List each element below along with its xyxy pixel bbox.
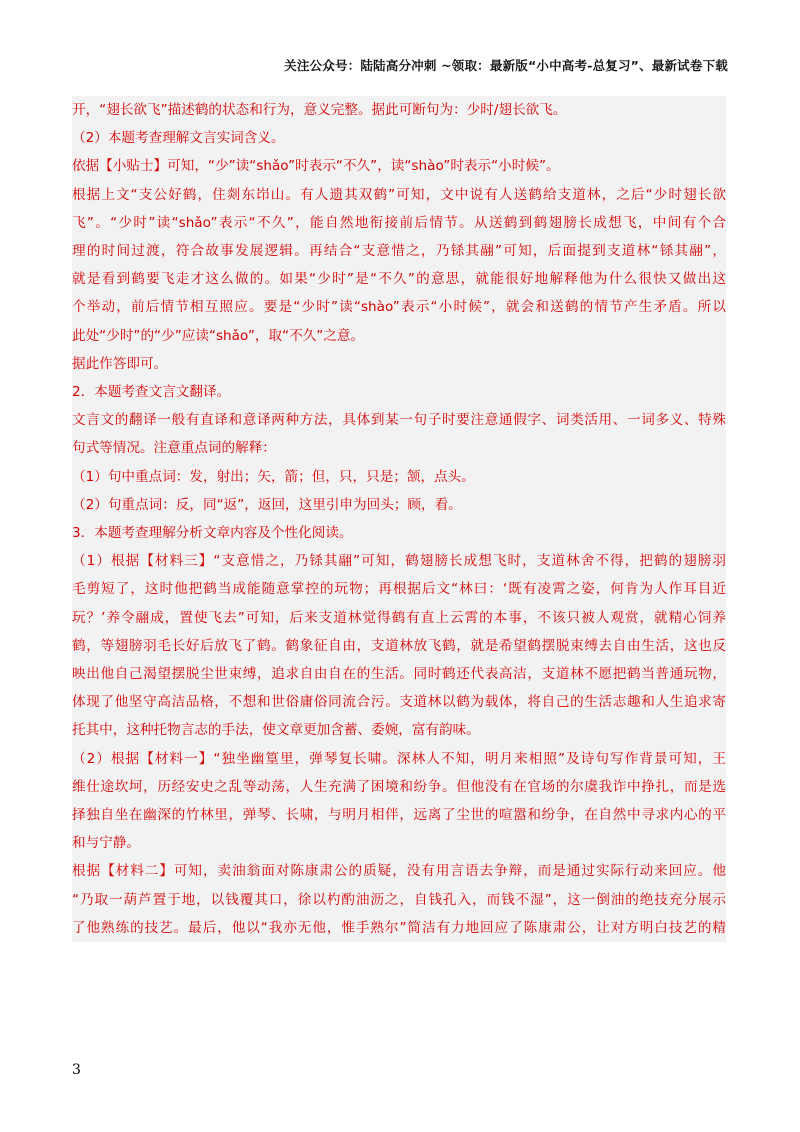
text-line: （2）本题考查理解文言实词含义。 (72, 130, 285, 147)
text-line: 了他熟练的技艺。最后，他以“我亦无他，惟手熟尔”简洁有力地回应了陈康肃公，让对方明白技艺的精 (72, 919, 726, 936)
text-line: 就是看到鹤要飞走才这么做的。如果“少时”是“不久”的意思，就能很好地解释他为什么很快又做出这 (72, 271, 726, 288)
text-line: 和与宁静。 (72, 835, 140, 852)
text-line: 2．本题考查文言文翻译。 (72, 384, 231, 401)
page-header: 关注公众号：陆陆高分冲刺 ~领取：最新版“小中高考-总复习”、最新试卷下载 (284, 58, 728, 73)
text-line: 择独自坐在幽深的竹林里，弹琴、长啸，与明月相伴，远离了尘世的喧嚣和纷争，在自然中寻求内心的平 (72, 807, 726, 824)
text-line: 维仕途坎坷，历经安史之乱等动荡，人生充满了困境和纷争。但他没有在官场的尔虞我诈中挣扎，而是选 (72, 778, 726, 795)
text-line: （1）句中重点词：发，射出；矢，箭；但，只，只是；颔，点头。 (72, 468, 475, 485)
text-line: 3．本题考查理解分析文章内容及个性化阅读。 (72, 525, 353, 542)
text-line: 托其中，这种托物言志的手法，使文章更加含蓄、委婉，富有韵味。 (72, 722, 480, 739)
document-body (72, 96, 726, 942)
text-line: 句式等情况。注意重点词的解释： (72, 440, 276, 457)
text-line: （1）根据【材料三】“支意惜之，乃铩其翮”可知，鹤翅膀长成想飞时，支道林舍不得，把鹤的翅膀羽 (72, 553, 726, 570)
text-line: 文言文的翻译一般有直译和意译两种方法，具体到某一句子时要注意通假字、词类活用、一词多义、特殊 (72, 412, 726, 429)
text-line: 据此作答即可。 (72, 355, 168, 372)
text-line: 鹤，等翅膀羽毛长好后放飞了鹤。鹤象征自由，支道林放飞鹤，就是希望鹤摆脱束缚去自由生活，这也反 (72, 637, 726, 654)
text-line: 依据【小贴士】可知，“少”读“shǎo”时表示“不久”，读“shào”时表示“小时候”。 (72, 158, 560, 175)
text-line: （2）句重点词：反，同“返”，返回，这里引申为回头；顾，看。 (72, 496, 462, 513)
text-line: 此处“少时”的“少”应读“shǎo”，取“不久”之意。 (72, 327, 365, 344)
text-line: 开，“翅长欲飞”描述鹤的状态和行为，意义完整。据此可断句为：少时/翅长欲飞。 (72, 102, 567, 118)
text-line: 根据【材料二】可知，卖油翁面对陈康肃公的质疑，没有用言语去争辩，而是通过实际行动来回应。他 (72, 863, 726, 880)
text-line: 玩？’养令翮成，置使飞去”可知，后来支道林觉得鹤有直上云霄的本事，不该只被人观赏，就精心饲养 (72, 609, 726, 626)
text-line: 体现了他坚守高洁品格，不想和世俗庸俗同流合污。支道林以鹤为载体，将自己的生活志趣和人生追求寄 (72, 694, 726, 711)
text-line: 个举动，前后情节相互照应。要是“少时”读“shào”表示“小时候”，就会和送鹤的情节产生矛盾。所以 (72, 299, 726, 316)
page-number: 3 (72, 1062, 81, 1078)
text-line: 毛剪短了，这时他把鹤当成能随意掌控的玩物；再根据后文“林曰：‘既有凌霄之姿，何肯为人作耳目近 (72, 581, 726, 598)
text-line: 飞”。“少时”读“shǎo”表示“不久”，能自然地衔接前后情节。从送鹤到鹤翅膀长成想飞，中间有个合 (72, 214, 726, 231)
text-line: “乃取一葫芦置于地，以钱覆其口，徐以杓酌油沥之，自钱孔入，而钱不湿”，这一倒油的绝技充分展示 (72, 891, 726, 908)
text-line: 根据上文“支公好鹤，住剡东岇山。有人遗其双鹤”可知，文中说有人送鹤给支道林，之后“少时翅长欲 (72, 186, 726, 203)
text-line: （2）根据【材料一】“独坐幽篁里，弹琴复长啸。深林人不知，明月来相照”及诗句写作背景可知，王 (72, 750, 726, 767)
text-line: 理的时间过渡，符合故事发展逻辑。再结合“支意惜之，乃铩其翮”可知，后面提到支道林“铩其翮”， (72, 243, 726, 260)
text-line: 映出他自己渴望摆脱尘世束缚，追求自由自在的生活。同时鹤还代表高洁，支道林不愿把鹤当普通玩物， (72, 666, 726, 683)
